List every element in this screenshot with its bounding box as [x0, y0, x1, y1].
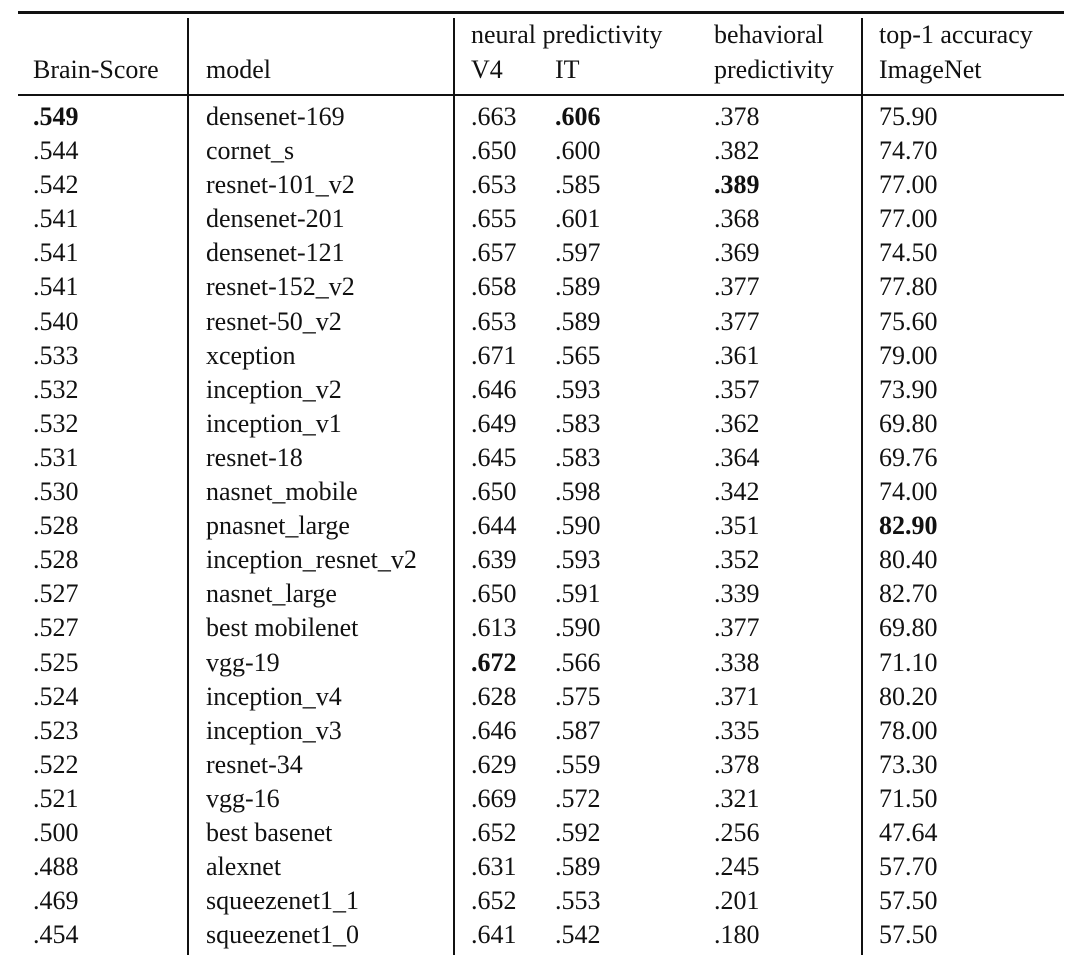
behavioral-cell: .256 — [714, 817, 760, 847]
it-cell: .583 — [555, 408, 601, 438]
model-name-cell: pnasnet_large — [206, 511, 350, 541]
brain-score-cell: .542 — [33, 170, 79, 200]
table-body — [0, 102, 1080, 954]
table-row — [0, 682, 1080, 716]
behavioral-cell: .377 — [714, 306, 760, 336]
behavioral-cell: .342 — [714, 477, 760, 507]
brain-score-cell: .541 — [33, 204, 79, 234]
table-row — [0, 272, 1080, 306]
top1-accuracy-cell: 71.50 — [879, 783, 938, 813]
it-cell: .565 — [555, 340, 601, 370]
brain-score-cell: .530 — [33, 477, 79, 507]
brain-score-cell: .531 — [33, 442, 79, 472]
model-name-cell: resnet-101_v2 — [206, 170, 355, 200]
table-row — [0, 477, 1080, 511]
brain-score-cell: .522 — [33, 749, 79, 779]
model-name-cell: best basenet — [206, 817, 333, 847]
v4-cell: .646 — [471, 715, 517, 745]
model-name-cell: inception_v1 — [206, 408, 342, 438]
model-name-cell: vgg-19 — [206, 647, 280, 677]
table-row — [0, 102, 1080, 136]
top1-accuracy-cell: 77.00 — [879, 170, 938, 200]
top1-accuracy-cell: 69.80 — [879, 613, 938, 643]
header-v4: V4 — [471, 55, 503, 84]
v4-cell: .652 — [471, 817, 517, 847]
brain-score-cell: .527 — [33, 613, 79, 643]
table-row — [0, 784, 1080, 818]
table-row — [0, 818, 1080, 852]
table-row — [0, 341, 1080, 375]
model-name-cell: resnet-34 — [206, 749, 303, 779]
v4-cell: .655 — [471, 204, 517, 234]
brain-score-cell: .528 — [33, 545, 79, 575]
it-cell: .572 — [555, 783, 601, 813]
brain-score-cell: .527 — [33, 579, 79, 609]
table-row — [0, 648, 1080, 682]
header-rule — [18, 94, 1064, 96]
v4-cell: .650 — [471, 136, 517, 166]
it-cell: .542 — [555, 920, 601, 950]
brain-score-cell: .454 — [33, 920, 79, 950]
top1-accuracy-cell: 78.00 — [879, 715, 938, 745]
brain-score-cell: .540 — [33, 306, 79, 336]
v4-cell: .628 — [471, 681, 517, 711]
model-name-cell: inception_v2 — [206, 374, 342, 404]
header-neural-predictivity: neural predictivity — [471, 20, 663, 49]
table-row — [0, 750, 1080, 784]
v4-cell: .641 — [471, 920, 517, 950]
behavioral-cell: .352 — [714, 545, 760, 575]
top1-accuracy-cell: 74.70 — [879, 136, 938, 166]
table-row — [0, 307, 1080, 341]
model-name-cell: best mobilenet — [206, 613, 359, 643]
v4-cell: .663 — [471, 102, 517, 131]
behavioral-cell: .335 — [714, 715, 760, 745]
brain-score-cell: .549 — [33, 102, 79, 131]
it-cell: .597 — [555, 238, 601, 268]
brain-score-cell: .532 — [33, 408, 79, 438]
v4-cell: .671 — [471, 340, 517, 370]
it-cell: .590 — [555, 613, 601, 643]
it-cell: .589 — [555, 306, 601, 336]
v4-cell: .644 — [471, 511, 517, 541]
model-name-cell: nasnet_mobile — [206, 477, 358, 507]
brain-score-cell: .525 — [33, 647, 79, 677]
v4-cell: .639 — [471, 545, 517, 575]
top1-accuracy-cell: 80.20 — [879, 681, 938, 711]
it-cell: .589 — [555, 272, 601, 302]
brain-score-cell: .541 — [33, 272, 79, 302]
brain-score-cell: .524 — [33, 681, 79, 711]
brain-score-cell: .500 — [33, 817, 79, 847]
table-row — [0, 716, 1080, 750]
header-model: model — [206, 55, 271, 84]
table-row — [0, 545, 1080, 579]
top1-accuracy-cell: 57.70 — [879, 852, 938, 882]
behavioral-cell: .368 — [714, 204, 760, 234]
it-cell: .566 — [555, 647, 601, 677]
header-it: IT — [555, 55, 580, 84]
model-name-cell: alexnet — [206, 852, 282, 882]
model-name-cell: inception_v3 — [206, 715, 342, 745]
v4-cell: .669 — [471, 783, 517, 813]
behavioral-cell: .377 — [714, 613, 760, 643]
behavioral-cell: .357 — [714, 374, 760, 404]
v4-cell: .629 — [471, 749, 517, 779]
it-cell: .553 — [555, 886, 601, 916]
it-cell: .583 — [555, 442, 601, 472]
header-behavioral: behavioral — [714, 20, 824, 49]
it-cell: .601 — [555, 204, 601, 234]
table-row — [0, 511, 1080, 545]
it-cell: .591 — [555, 579, 601, 609]
model-name-cell: inception_v4 — [206, 681, 342, 711]
top1-accuracy-cell: 77.80 — [879, 272, 938, 302]
behavioral-cell: .361 — [714, 340, 760, 370]
behavioral-cell: .321 — [714, 783, 760, 813]
behavioral-cell: .338 — [714, 647, 760, 677]
it-cell: .559 — [555, 749, 601, 779]
v4-cell: .653 — [471, 306, 517, 336]
behavioral-cell: .201 — [714, 886, 760, 916]
it-cell: .585 — [555, 170, 601, 200]
it-cell: .575 — [555, 681, 601, 711]
it-cell: .587 — [555, 715, 601, 745]
top1-accuracy-cell: 80.40 — [879, 545, 938, 575]
top1-accuracy-cell: 74.50 — [879, 238, 938, 268]
brain-score-cell: .469 — [33, 886, 79, 916]
top1-accuracy-cell: 82.90 — [879, 511, 938, 541]
behavioral-cell: .389 — [714, 170, 760, 200]
header-top1-accuracy: top-1 accuracy — [879, 20, 1033, 49]
table-row — [0, 852, 1080, 886]
v4-cell: .650 — [471, 477, 517, 507]
model-name-cell: squeezenet1_1 — [206, 886, 360, 916]
brain-score-cell: .523 — [33, 715, 79, 745]
v4-cell: .650 — [471, 579, 517, 609]
brain-score-cell: .532 — [33, 374, 79, 404]
v4-cell: .653 — [471, 170, 517, 200]
header-brain-score: Brain-Score — [33, 55, 159, 84]
top1-accuracy-cell: 73.30 — [879, 749, 938, 779]
it-cell: .606 — [555, 102, 601, 131]
top1-accuracy-cell: 73.90 — [879, 374, 938, 404]
table-row — [0, 920, 1080, 954]
v4-cell: .645 — [471, 442, 517, 472]
v4-cell: .657 — [471, 238, 517, 268]
table-row — [0, 238, 1080, 272]
v4-cell: .658 — [471, 272, 517, 302]
table-row — [0, 579, 1080, 613]
model-name-cell: densenet-121 — [206, 238, 345, 268]
behavioral-cell: .382 — [714, 136, 760, 166]
behavioral-cell: .351 — [714, 511, 760, 541]
top1-accuracy-cell: 75.90 — [879, 102, 938, 131]
table-row — [0, 204, 1080, 238]
header-predictivity: predictivity — [714, 55, 834, 84]
behavioral-cell: .180 — [714, 920, 760, 950]
top1-accuracy-cell: 79.00 — [879, 340, 938, 370]
top1-accuracy-cell: 69.76 — [879, 442, 938, 472]
v4-cell: .631 — [471, 852, 517, 882]
behavioral-cell: .371 — [714, 681, 760, 711]
top1-accuracy-cell: 77.00 — [879, 204, 938, 234]
brain-score-cell: .541 — [33, 238, 79, 268]
table-row — [0, 375, 1080, 409]
behavioral-cell: .362 — [714, 408, 760, 438]
behavioral-cell: .245 — [714, 852, 760, 882]
model-name-cell: resnet-50_v2 — [206, 306, 342, 336]
brain-score-cell: .533 — [33, 340, 79, 370]
it-cell: .598 — [555, 477, 601, 507]
top1-accuracy-cell: 57.50 — [879, 886, 938, 916]
model-name-cell: xception — [206, 340, 296, 370]
brain-score-cell: .544 — [33, 136, 79, 166]
it-cell: .593 — [555, 374, 601, 404]
model-name-cell: inception_resnet_v2 — [206, 545, 417, 575]
v4-cell: .649 — [471, 408, 517, 438]
brain-score-cell: .528 — [33, 511, 79, 541]
model-name-cell: resnet-18 — [206, 442, 303, 472]
brain-score-cell: .521 — [33, 783, 79, 813]
behavioral-cell: .378 — [714, 749, 760, 779]
it-cell: .600 — [555, 136, 601, 166]
it-cell: .589 — [555, 852, 601, 882]
behavioral-cell: .378 — [714, 102, 760, 131]
top1-accuracy-cell: 82.70 — [879, 579, 938, 609]
model-name-cell: resnet-152_v2 — [206, 272, 355, 302]
top1-accuracy-cell: 57.50 — [879, 920, 938, 950]
behavioral-cell: .339 — [714, 579, 760, 609]
it-cell: .593 — [555, 545, 601, 575]
model-name-cell: densenet-201 — [206, 204, 345, 234]
table-row — [0, 443, 1080, 477]
table-row — [0, 170, 1080, 204]
top1-accuracy-cell: 75.60 — [879, 306, 938, 336]
header-imagenet: ImageNet — [879, 55, 982, 84]
model-name-cell: nasnet_large — [206, 579, 337, 609]
top1-accuracy-cell: 74.00 — [879, 477, 938, 507]
model-name-cell: cornet_s — [206, 136, 295, 166]
v4-cell: .652 — [471, 886, 517, 916]
model-name-cell: vgg-16 — [206, 783, 280, 813]
top1-accuracy-cell: 71.10 — [879, 647, 938, 677]
v4-cell: .672 — [471, 647, 517, 677]
table-row — [0, 886, 1080, 920]
model-name-cell: densenet-169 — [206, 102, 345, 131]
table-row — [0, 136, 1080, 170]
behavioral-cell: .377 — [714, 272, 760, 302]
v4-cell: .613 — [471, 613, 517, 643]
it-cell: .592 — [555, 817, 601, 847]
brain-score-cell: .488 — [33, 852, 79, 882]
behavioral-cell: .364 — [714, 442, 760, 472]
table-row — [0, 409, 1080, 443]
behavioral-cell: .369 — [714, 238, 760, 268]
model-name-cell: squeezenet1_0 — [206, 920, 360, 950]
top-rule — [18, 11, 1064, 14]
it-cell: .590 — [555, 511, 601, 541]
top1-accuracy-cell: 69.80 — [879, 408, 938, 438]
v4-cell: .646 — [471, 374, 517, 404]
table-row — [0, 613, 1080, 647]
top1-accuracy-cell: 47.64 — [879, 817, 938, 847]
